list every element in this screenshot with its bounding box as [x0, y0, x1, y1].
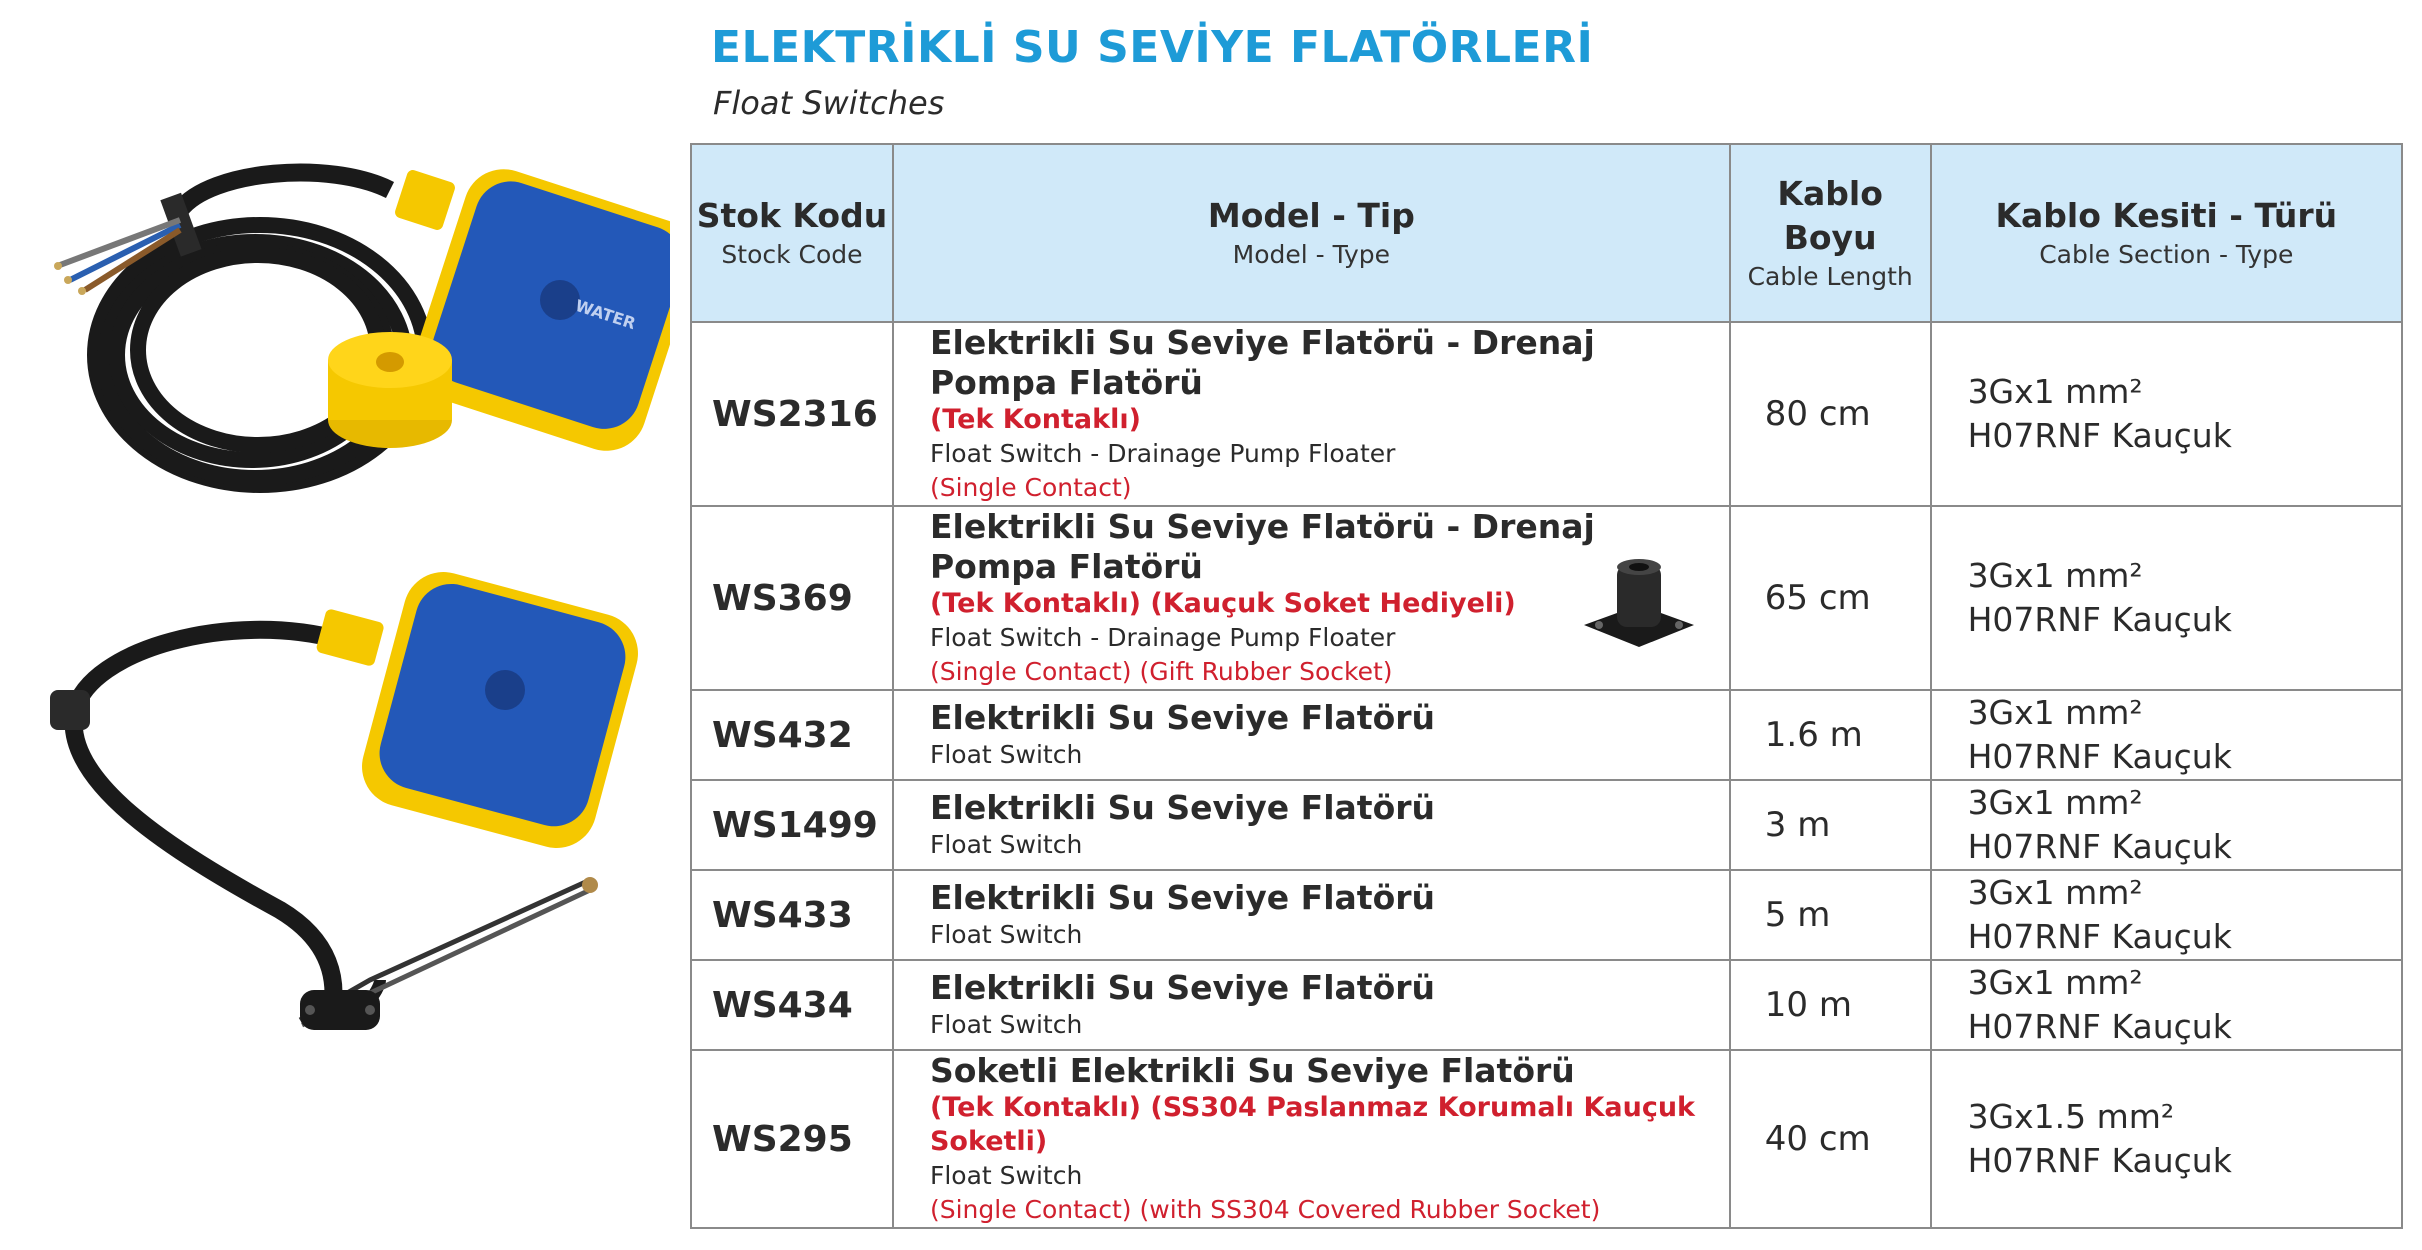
cable-length: 3 m — [1730, 780, 1931, 870]
stock-code: WS2316 — [691, 322, 893, 506]
cable-length: 40 cm — [1730, 1050, 1931, 1228]
float-switch-socket-image — [30, 560, 670, 1060]
float-switch-spec-table — [690, 143, 2403, 1229]
cable-section: 3Gx1.5 mm² H07RNF Kauçuk — [1931, 1050, 2402, 1228]
page-subtitle: Float Switches — [713, 84, 945, 122]
float-logo-text: WATER — [572, 295, 639, 334]
table-row — [691, 960, 2402, 1050]
model-cell: Elektrikli Su Seviye Flatörü - Drenaj Pompa Flatörü (Tek Kontaklı) (Kauçuk Soket Hediyeli) Float Switch - Drainage Pump Floater (Single Contact) (Gift Rubber Socket) — [893, 506, 1730, 690]
cable-section: 3Gx1 mm² H07RNF Kauçuk — [1931, 780, 2402, 870]
stock-code: WS1499 — [691, 780, 893, 870]
table-row — [691, 1050, 2402, 1228]
cable-section: 3Gx1 mm² H07RNF Kauçuk — [1931, 506, 2402, 690]
cable-length: 10 m — [1730, 960, 1931, 1050]
table-row — [691, 870, 2402, 960]
cable-length: 5 m — [1730, 870, 1931, 960]
stock-code: WS433 — [691, 870, 893, 960]
model-cell: Elektrikli Su Seviye Flatörü Float Switch — [893, 690, 1730, 780]
cable-section: 3Gx1 mm² H07RNF Kauçuk — [1931, 870, 2402, 960]
cable-section: 3Gx1 mm² H07RNF Kauçuk — [1931, 690, 2402, 780]
page-title: ELEKTRİKLİ SU SEVİYE FLATÖRLERİ — [711, 22, 1594, 73]
cable-length: 80 cm — [1730, 322, 1931, 506]
col-stock-code: Stok Kodu Stock Code — [691, 144, 893, 322]
col-cable-section: Kablo Kesiti - Türü Cable Section - Type — [1931, 144, 2402, 322]
model-cell: Elektrikli Su Seviye Flatörü - Drenaj Pompa Flatörü (Tek Kontaklı) Float Switch - Drainage Pump Floater (Single Contact) — [893, 322, 1730, 506]
rubber-socket-image — [1579, 555, 1699, 665]
cable-length: 65 cm — [1730, 506, 1931, 690]
model-cell: Elektrikli Su Seviye Flatörü Float Switch — [893, 780, 1730, 870]
model-cell: Soketli Elektrikli Su Seviye Flatörü (Tek Kontaklı) (SS304 Paslanmaz Korumalı Kauçuk Soketli) Float Switch (Single Contact) (with SS304 Covered Rubber Socket) — [893, 1050, 1730, 1228]
model-cell: Elektrikli Su Seviye Flatörü Float Switch — [893, 960, 1730, 1050]
float-switch-coiled-image — [30, 150, 670, 530]
cable-section: 3Gx1 mm² H07RNF Kauçuk — [1931, 322, 2402, 506]
table-row — [691, 690, 2402, 780]
stock-code: WS434 — [691, 960, 893, 1050]
table-row — [691, 322, 2402, 506]
table-row — [691, 506, 2402, 690]
cable-section: 3Gx1 mm² H07RNF Kauçuk — [1931, 960, 2402, 1050]
table-row — [691, 780, 2402, 870]
col-cable-length: Kablo Boyu Cable Length — [1730, 144, 1931, 322]
stock-code: WS369 — [691, 506, 893, 690]
stock-code: WS295 — [691, 1050, 893, 1228]
table-header-row — [691, 144, 2402, 322]
col-model-type: Model - Tip Model - Type — [893, 144, 1730, 322]
stock-code: WS432 — [691, 690, 893, 780]
model-cell: Elektrikli Su Seviye Flatörü Float Switch — [893, 870, 1730, 960]
cable-length: 1.6 m — [1730, 690, 1931, 780]
